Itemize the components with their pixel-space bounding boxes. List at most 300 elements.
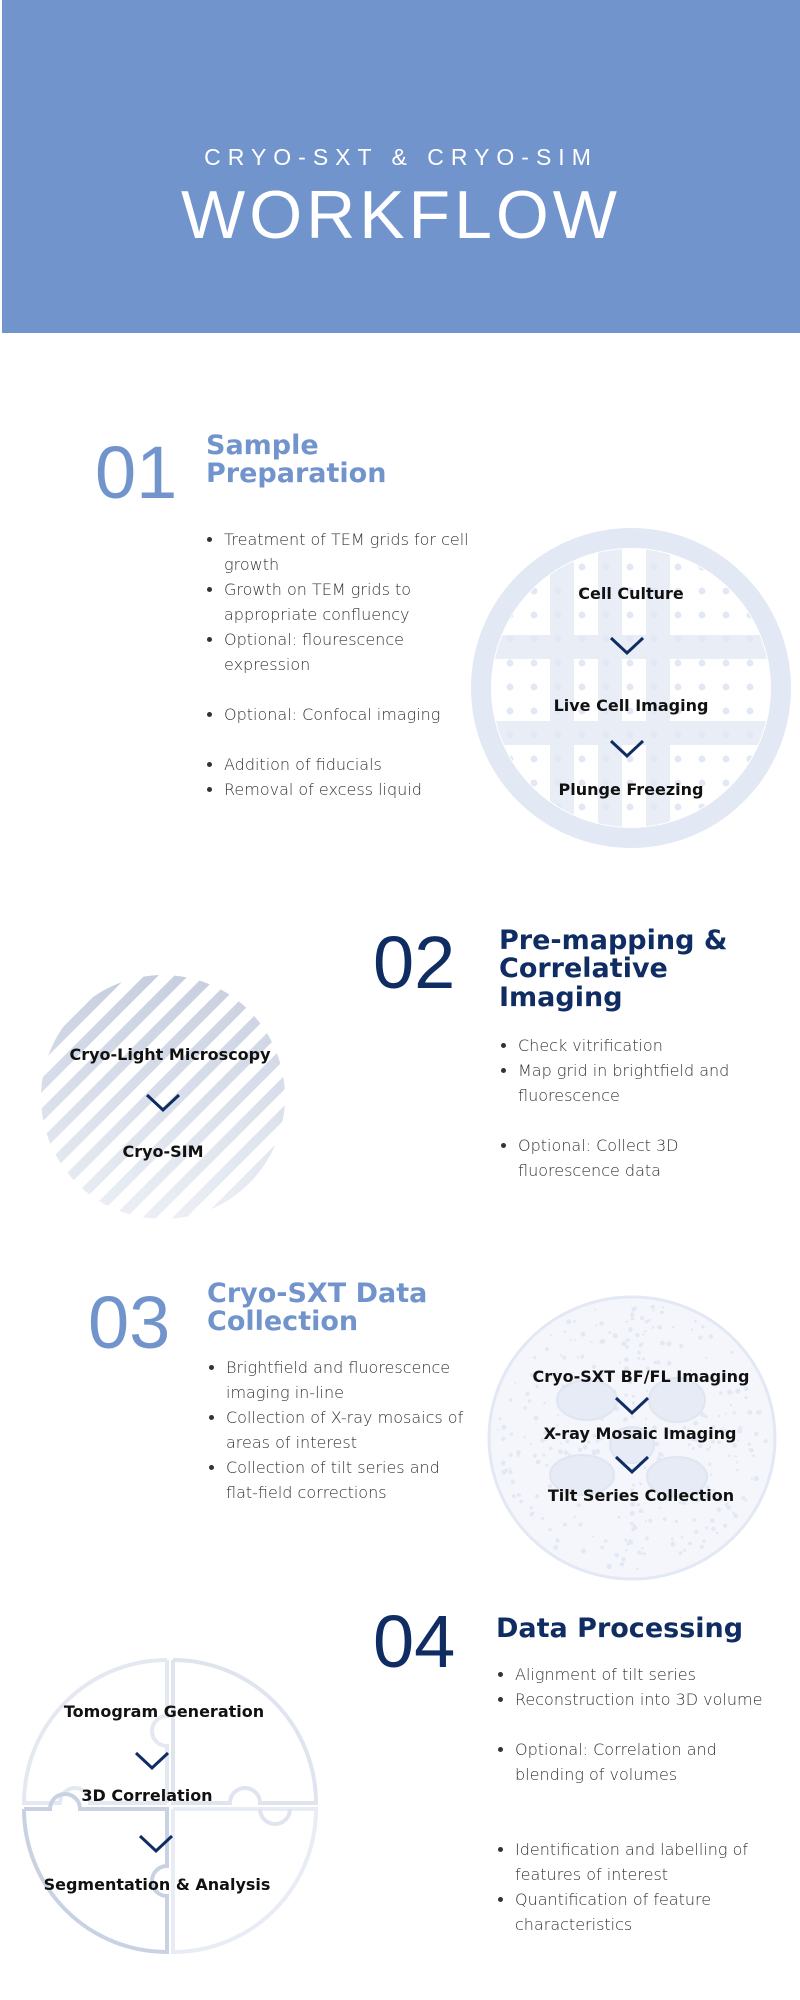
speckle: [599, 1340, 603, 1344]
step-label: Cryo-SIM: [122, 1142, 204, 1161]
list-item: • Optional: Correlation and blending of volumes: [515, 1737, 775, 1787]
speckle: [573, 1516, 576, 1519]
speckle: [630, 1312, 634, 1316]
grid-dot: [555, 756, 562, 763]
grid-dot: [651, 756, 658, 763]
grid-dot: [531, 708, 538, 715]
stripe: [110, 974, 286, 1220]
grid-dot: [747, 564, 754, 571]
speckle: [701, 1325, 704, 1328]
chevron-down-icon: [134, 1751, 170, 1771]
speckle: [705, 1527, 708, 1530]
section-number: 03: [88, 1281, 171, 1364]
list-item: • Quantification of feature characteristics: [515, 1887, 775, 1937]
grid-dot: [747, 684, 754, 691]
grid-dot: [627, 684, 634, 691]
speckle: [635, 1333, 639, 1337]
speckle: [621, 1557, 625, 1561]
speckle: [504, 1469, 508, 1473]
speckle: [735, 1455, 737, 1457]
speckle: [744, 1396, 747, 1399]
speckle: [563, 1523, 567, 1527]
speckle: [747, 1410, 752, 1415]
grid-dot: [627, 660, 634, 667]
grid-dot: [723, 612, 730, 619]
speckle: [592, 1535, 594, 1537]
speckle: [620, 1562, 624, 1566]
grid-dot: [675, 756, 682, 763]
speckle: [748, 1443, 751, 1446]
list-item: • Collection of tilt series and flat-field corrections: [226, 1455, 476, 1505]
grid-dot: [747, 804, 754, 811]
speckle: [642, 1357, 645, 1360]
step-label: Plunge Freezing: [558, 780, 704, 799]
speckle: [579, 1523, 583, 1527]
speckle: [688, 1542, 692, 1546]
speckle: [652, 1326, 655, 1329]
speckle: [645, 1536, 649, 1540]
step-label: X-ray Mosaic Imaging: [543, 1424, 737, 1443]
speckle: [517, 1493, 521, 1497]
list-item: • Optional: flourescence expression: [224, 627, 484, 677]
grid-dot: [579, 684, 586, 691]
grid-dot: [555, 684, 562, 691]
speckle: [637, 1357, 640, 1360]
speckle: [702, 1539, 705, 1542]
grid-dot: [555, 732, 562, 739]
speckle: [633, 1524, 636, 1527]
speckle: [672, 1326, 675, 1329]
speckle: [509, 1398, 512, 1401]
bullet-list: [206, 1355, 476, 1505]
speckle: [509, 1470, 513, 1474]
speckle: [545, 1464, 548, 1467]
speckle: [728, 1454, 731, 1457]
section-title: [496, 1615, 743, 1643]
speckle: [709, 1446, 711, 1448]
speckle: [624, 1539, 627, 1542]
grid-dot: [651, 636, 658, 643]
grid-dot: [531, 612, 538, 619]
grid-dot: [651, 732, 658, 739]
speckle: [681, 1535, 684, 1538]
speckle: [619, 1362, 621, 1364]
speckle: [646, 1390, 648, 1392]
speckle: [645, 1418, 647, 1420]
speckle: [631, 1317, 635, 1321]
speckle: [636, 1568, 638, 1570]
grid-dot: [555, 660, 562, 667]
grid-dot: [627, 732, 634, 739]
grid-dot: [579, 564, 586, 571]
speckle: [516, 1450, 521, 1455]
speckle: [750, 1448, 754, 1452]
speckle: [577, 1356, 580, 1359]
speckle: [511, 1480, 515, 1484]
list-item: • Map grid in brightfield and fluorescence: [518, 1058, 778, 1108]
header-subtitle: CRYO-SXT & CRYO-SIM: [204, 144, 598, 170]
speckle: [736, 1469, 739, 1472]
speckle: [583, 1445, 588, 1450]
grid-dot: [579, 804, 586, 811]
chevron-down-icon: [614, 1396, 650, 1416]
step-label: Live Cell Imaging: [553, 696, 709, 715]
speckle: [600, 1545, 604, 1549]
speckle: [626, 1338, 630, 1342]
grid-dot: [555, 588, 562, 595]
speckle: [671, 1538, 674, 1541]
speckle: [718, 1415, 721, 1418]
speckle: [548, 1528, 552, 1532]
step-label: Cryo-SXT BF/FL Imaging: [532, 1367, 750, 1386]
speckle: [608, 1331, 611, 1334]
bullet-list: [204, 527, 484, 802]
grid-dot: [699, 588, 706, 595]
chevron-down-icon: [138, 1834, 174, 1854]
grid-dot: [579, 756, 586, 763]
section-title-line: Cryo-SXT Data: [207, 1278, 428, 1309]
speckle: [740, 1430, 742, 1432]
grid-dot: [723, 636, 730, 643]
grid-dot: [603, 564, 610, 571]
speckle: [625, 1320, 628, 1323]
grid-dot: [579, 612, 586, 619]
section-title-line: Preparation: [206, 458, 387, 490]
list-item: • Addition of fiducials: [224, 752, 484, 777]
section-title-line: Correlative: [499, 953, 668, 985]
speckle: [730, 1351, 733, 1354]
speckle: [660, 1341, 665, 1346]
header-title: WORKFLOW: [181, 177, 621, 253]
speckle: [656, 1360, 660, 1364]
speckle: [578, 1448, 582, 1452]
speckle: [541, 1517, 544, 1520]
speckle: [717, 1507, 722, 1512]
speckle: [719, 1391, 723, 1395]
speckle: [663, 1517, 667, 1521]
speckle: [533, 1356, 536, 1359]
grid-dot: [627, 564, 634, 571]
speckle: [542, 1454, 545, 1457]
speckle: [751, 1477, 753, 1479]
section-title-line: Data Processing: [496, 1613, 744, 1644]
grid-dot: [603, 612, 610, 619]
speckle: [613, 1333, 618, 1338]
step-label: Cell Culture: [578, 584, 684, 603]
speckle: [670, 1542, 675, 1547]
grid-dot: [531, 732, 538, 739]
speckle: [528, 1399, 531, 1402]
speckle: [744, 1386, 749, 1391]
speckle: [723, 1524, 727, 1528]
speckle: [523, 1406, 527, 1410]
grid-dot: [699, 660, 706, 667]
speckle: [570, 1339, 572, 1341]
list-item: • Reconstruction into 3D volume: [515, 1687, 775, 1712]
speckle: [642, 1333, 644, 1335]
section-title-line: Imaging: [499, 981, 623, 1013]
speckle: [557, 1414, 559, 1416]
speckle: [525, 1392, 529, 1396]
grid-dot: [627, 804, 634, 811]
grid-dot: [723, 756, 730, 763]
grid-dot: [627, 612, 634, 619]
speckle: [726, 1505, 731, 1510]
grid-dot: [675, 564, 682, 571]
speckle: [652, 1309, 654, 1311]
speckle: [705, 1357, 707, 1359]
speckle: [533, 1416, 538, 1421]
step-label: 3D Correlation: [81, 1786, 213, 1805]
speckle: [631, 1527, 635, 1531]
speckle: [764, 1439, 768, 1443]
grid-dot: [579, 636, 586, 643]
speckle: [512, 1494, 516, 1498]
grid-dot: [531, 660, 538, 667]
speckle: [581, 1548, 586, 1553]
section-number: 04: [373, 1600, 456, 1683]
speckle: [543, 1402, 546, 1405]
speckle: [698, 1443, 703, 1448]
speckle: [629, 1327, 633, 1331]
speckle: [688, 1443, 691, 1446]
speckle: [549, 1447, 553, 1451]
grid-dot: [699, 684, 706, 691]
speckle: [625, 1549, 627, 1551]
speckle: [692, 1518, 696, 1522]
speckle: [501, 1437, 505, 1441]
speckle: [533, 1454, 537, 1458]
speckle: [660, 1311, 664, 1315]
speckle: [643, 1552, 646, 1555]
grid-dot: [603, 684, 610, 691]
speckle: [574, 1339, 576, 1341]
speckle: [667, 1361, 672, 1366]
puzzle-graphic: [20, 1656, 320, 1956]
speckle: [645, 1520, 647, 1522]
grid-dot: [723, 588, 730, 595]
speckle: [756, 1411, 759, 1414]
grid-dot: [507, 636, 514, 643]
section-title-line: Collection: [207, 1306, 359, 1338]
list-item: • Optional: Confocal imaging: [224, 702, 484, 727]
chevron-down-icon: [145, 1093, 181, 1113]
speckle: [637, 1351, 641, 1355]
speckle: [730, 1404, 732, 1406]
grid-dot: [531, 780, 538, 787]
speckle: [658, 1452, 663, 1457]
grid-dot: [555, 636, 562, 643]
speckle: [732, 1443, 737, 1448]
speckle: [497, 1429, 499, 1431]
speckle: [639, 1344, 643, 1348]
speckle: [530, 1506, 533, 1509]
grid-dot: [531, 636, 538, 643]
speckle: [509, 1468, 511, 1470]
speckle: [615, 1553, 620, 1558]
grid-dot: [723, 708, 730, 715]
section-title-line: Sample: [206, 430, 319, 461]
speckle: [725, 1413, 727, 1415]
speckle: [742, 1496, 746, 1500]
step-label: Tilt Series Collection: [547, 1486, 735, 1505]
speckle: [733, 1513, 738, 1518]
grid-dot: [651, 660, 658, 667]
speckle: [621, 1341, 626, 1346]
speckle: [630, 1511, 635, 1516]
speckle: [711, 1527, 715, 1531]
step-label: Segmentation & Analysis: [43, 1875, 271, 1894]
grid-dot: [579, 732, 586, 739]
grid-dot: [747, 660, 754, 667]
speckle: [523, 1436, 525, 1438]
grid-dot: [699, 636, 706, 643]
speckle: [623, 1417, 628, 1422]
speckle: [617, 1516, 620, 1519]
grid-dot: [507, 564, 514, 571]
bullet-list: [495, 1662, 775, 1937]
speckle: [631, 1307, 635, 1311]
section-number: 02: [373, 921, 456, 1004]
speckle: [625, 1345, 629, 1349]
speckle: [581, 1355, 585, 1359]
speckle: [514, 1382, 516, 1384]
speckle: [595, 1324, 597, 1326]
speckle: [708, 1462, 711, 1465]
speckle: [754, 1432, 758, 1436]
list-item: • Removal of excess liquid: [224, 777, 484, 802]
grid-dot: [675, 732, 682, 739]
speckle: [657, 1325, 662, 1330]
speckle: [639, 1482, 642, 1485]
speckle: [675, 1520, 678, 1523]
speckle: [736, 1461, 738, 1463]
speckle: [644, 1330, 647, 1333]
section-title: [499, 927, 727, 1012]
grid-dot: [747, 636, 754, 643]
list-item: • Collection of X-ray mosaics of areas of interest: [226, 1405, 476, 1455]
speckle: [735, 1389, 740, 1394]
speckle: [564, 1451, 569, 1456]
speckle: [700, 1545, 704, 1549]
grid-dot: [507, 660, 514, 667]
grid-dot: [603, 804, 610, 811]
speckle: [550, 1334, 552, 1336]
chevron-down-icon: [614, 1455, 650, 1475]
speckle: [659, 1507, 661, 1509]
grid-dot: [507, 804, 514, 811]
speckle: [679, 1551, 683, 1555]
grid-dot: [675, 612, 682, 619]
speckle: [555, 1538, 559, 1542]
speckle: [662, 1306, 664, 1308]
speckle: [666, 1341, 671, 1346]
speckle: [581, 1332, 586, 1337]
grid-dot: [675, 684, 682, 691]
speckle: [648, 1519, 652, 1523]
speckle: [694, 1320, 697, 1323]
grid-dot: [651, 684, 658, 691]
speckle: [653, 1361, 656, 1364]
speckle: [709, 1334, 713, 1338]
grid-dot: [531, 684, 538, 691]
speckle: [710, 1518, 715, 1523]
speckle: [731, 1391, 733, 1393]
speckle: [591, 1341, 593, 1343]
speckle: [562, 1356, 566, 1360]
section-title-line: Pre-mapping &: [499, 925, 728, 956]
grid-dot: [531, 756, 538, 763]
speckle: [651, 1305, 655, 1309]
list-item: • Brightfield and fluorescence imaging in-line: [226, 1355, 476, 1405]
list-item: • Identification and labelling of features of interest: [515, 1837, 775, 1887]
speckle: [640, 1510, 643, 1513]
grid-dot: [603, 660, 610, 667]
speckle: [706, 1448, 709, 1451]
step-label: Tomogram Generation: [63, 1702, 265, 1721]
grid-dot: [699, 612, 706, 619]
grid-dot: [555, 612, 562, 619]
speckle: [607, 1564, 612, 1569]
speckle: [694, 1530, 698, 1534]
speckle: [739, 1426, 743, 1430]
grid-dot: [747, 708, 754, 715]
speckle: [509, 1453, 513, 1457]
grid-dot: [675, 660, 682, 667]
speckle: [624, 1357, 629, 1362]
speckle: [648, 1319, 650, 1321]
speckle: [530, 1443, 532, 1445]
speckle: [501, 1425, 506, 1430]
grid-dot: [747, 732, 754, 739]
speckle: [519, 1500, 523, 1504]
speckle: [698, 1335, 703, 1340]
section-title: [207, 1280, 427, 1337]
speckle: [499, 1417, 502, 1420]
speckle: [535, 1494, 539, 1498]
speckle: [566, 1319, 571, 1324]
speckle: [733, 1411, 736, 1414]
speckle: [628, 1539, 633, 1544]
list-item: • Treatment of TEM grids for cell growth: [224, 527, 484, 577]
speckle: [641, 1547, 644, 1550]
grid-dot: [699, 756, 706, 763]
speckle: [745, 1499, 748, 1502]
speckle: [529, 1512, 533, 1516]
speckle: [594, 1309, 596, 1311]
speckle: [558, 1449, 563, 1454]
grid-dot: [723, 660, 730, 667]
speckle: [710, 1473, 712, 1475]
speckle: [510, 1432, 513, 1435]
grid-dot: [507, 684, 514, 691]
grid-dot: [603, 732, 610, 739]
list-item: • Check vitrification: [518, 1033, 778, 1058]
speckle: [752, 1454, 755, 1457]
speckle: [545, 1347, 549, 1351]
chevron-down-icon: [609, 636, 645, 656]
speckle: [595, 1449, 600, 1454]
speckle: [737, 1439, 739, 1441]
grid-dot: [579, 660, 586, 667]
grid-dot: [651, 564, 658, 571]
list-item: • Alignment of tilt series: [515, 1662, 775, 1687]
speckle: [604, 1539, 608, 1543]
speckle: [692, 1447, 695, 1450]
list-item: • Optional: Collect 3D fluorescence data: [518, 1133, 778, 1183]
grid-dot: [507, 732, 514, 739]
step-label: Cryo-Light Microscopy: [69, 1045, 271, 1064]
